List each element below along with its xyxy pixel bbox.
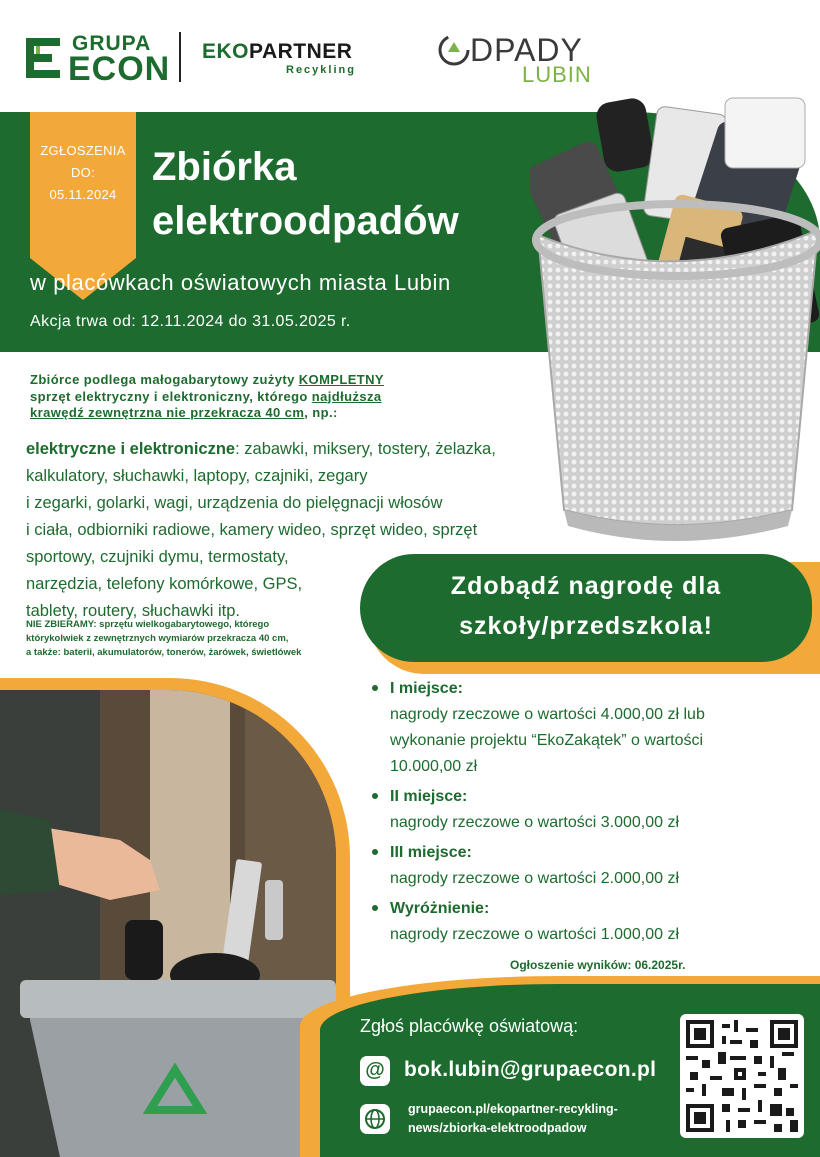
bullet-icon — [372, 905, 378, 911]
qr-code-icon — [686, 1020, 798, 1132]
items-line: tablety, routery, słuchawki itp. — [26, 602, 240, 620]
ekopartner-logo-text: EKOPARTNER — [202, 40, 353, 63]
items-line: kalkulatory, słuchawki, laptopy, czajniki, zegary — [26, 467, 368, 485]
email-link[interactable]: bok.lubin@grupaecon.pl — [404, 1058, 657, 1081]
deadline-badge-text — [30, 140, 136, 206]
logo-divider — [179, 32, 181, 82]
recycling-photo — [0, 690, 336, 1157]
recycle-ring-icon — [436, 32, 472, 68]
badge-line1: ZGŁOSZENIA — [40, 143, 126, 158]
report-label: Zgłoś placówkę oświatową: — [360, 1016, 579, 1036]
ekopartner-logo — [202, 40, 372, 80]
mesh-bin-with-phones-image — [530, 90, 820, 550]
bullet-icon — [372, 849, 378, 855]
bullet-icon — [372, 793, 378, 799]
items-line: i zegarki, golarki, wagi, urządzenia do pielęgnacji włosów — [26, 494, 443, 512]
econ-mark-icon — [26, 38, 62, 78]
qr-code[interactable] — [680, 1014, 804, 1138]
prize-list — [372, 676, 792, 952]
odpady-lubin-logo — [436, 30, 606, 86]
title-line2: elektroodpadów — [152, 199, 459, 243]
bullet-icon — [372, 685, 378, 691]
globe-icon — [360, 1104, 390, 1134]
prize-item: II miejsce: nagrody rzeczowe o wartości 3.000,00 zł — [372, 784, 792, 836]
items-lead: elektryczne i elektroniczne — [26, 440, 236, 458]
badge-line3: 05.11.2024 — [49, 187, 117, 202]
promo-line1: Zdobądź nagrodę dla — [450, 572, 722, 600]
intro-paragraph: Zbiórce podlega małogabarytowy zużyty KOMPLETNY sprzęt elektryczny i elektroniczny, którego najdłuższa krawędź zewnętrzna nie przekracza 40 cm, np.: — [30, 372, 384, 420]
promo-line2: szkoły/przedszkola! — [459, 612, 713, 640]
email-icon: @ — [360, 1056, 390, 1086]
badge-line2: DO: — [70, 165, 95, 180]
results-announcement: Ogłoszenie wyników: 06.2025r. — [510, 958, 686, 972]
keyword-longest: najdłuższa — [311, 388, 382, 404]
ekopartner-logo-sub: Recykling — [286, 64, 356, 76]
website-link[interactable]: grupaecon.pl/ekopartner-recykling- news/zbiorka-elektroodpadow — [408, 1102, 618, 1135]
prize-item: III miejsce: nagrody rzeczowe o wartości 2.000,00 zł — [372, 840, 792, 892]
econ-logo-bottom: ECON — [68, 50, 171, 88]
items-line: i ciała, odbiorniki radiowe, kamery wideo, sprzęt wideo, sprzęt — [26, 521, 478, 539]
title-line1: Zbiórka — [152, 145, 297, 189]
odpady-logo-top: DPADY — [470, 32, 583, 68]
econ-logo-top: GRUPA — [72, 32, 152, 55]
prize-item: I miejsce: nagrody rzeczowe o wartości 4.000,00 zł lub wykonanie projektu “EkoZakątek” o wartości 10.000,00 zł — [372, 676, 792, 780]
keyword-complete: KOMPLETNY — [298, 372, 384, 387]
collected-items-list: elektryczne i elektroniczne: zabawki, miksery, tostery, żelazka, kalkulatory, słuchawki, laptopy, czajniki, zegary i zegarki, golarki, wagi, urządzenia do pielęgnacji włosów i ciała, odbiorniki radiowe, kamery wideo, sprzęt wideo, sprzęt sportowy, czujniki dymu, termostaty, narzędzia, telefony komórkowe, GPS, tablety, routery, słuchawki itp. — [26, 436, 566, 625]
page-subtitle: w placówkach oświatowych miasta Lubin — [30, 270, 451, 295]
campaign-dates: Akcja trwa od: 12.11.2024 do 31.05.2025 r. — [30, 313, 351, 330]
items-line: sportowy, czujniki dymu, termostaty, — [26, 548, 289, 566]
not-collected-note: NIE ZBIERAMY: sprzętu wielkogabarytowego, którego którykolwiek z zewnętrznych wymiarów przekracza 40 cm, a także: baterii, akumulatorów, tonerów, żarówek, świetlówek — [26, 619, 302, 658]
keyword-edge: krawędź zewnętrzna nie przekracza 40 cm — [30, 405, 305, 420]
hand-recycling-photo-image — [0, 690, 336, 1157]
grupa-econ-logo — [26, 32, 171, 88]
prize-item: Wyróżnienie: nagrody rzeczowe o wartości 1.000,00 zł — [372, 896, 792, 948]
odpady-logo-bottom: LUBIN — [522, 62, 592, 87]
promo-pill — [360, 554, 812, 662]
items-line: narzędzia, telefony komórkowe, GPS, — [26, 575, 303, 593]
page-title — [152, 140, 532, 248]
